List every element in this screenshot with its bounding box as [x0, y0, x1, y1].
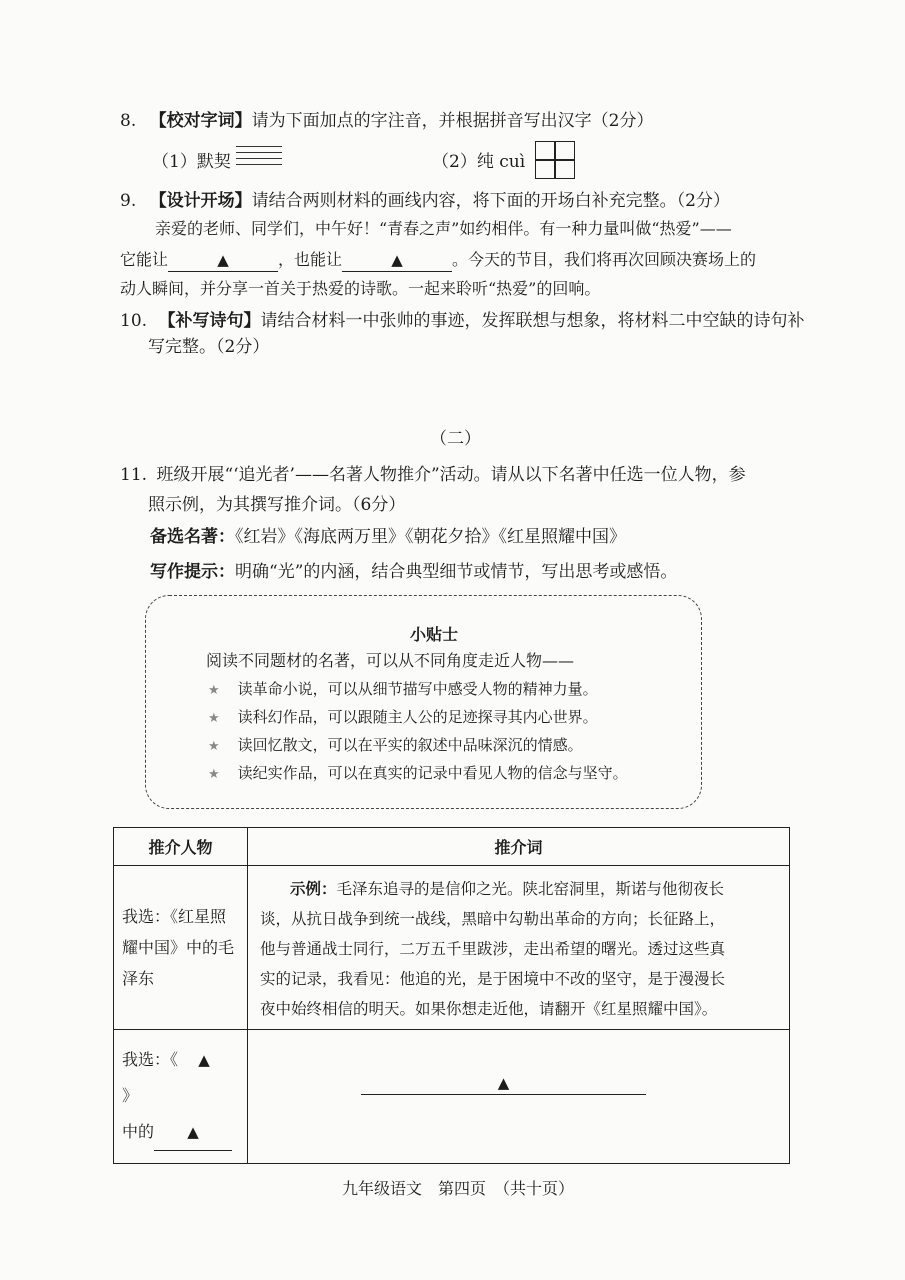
table-header-row	[114, 828, 790, 866]
answer-lines-1[interactable]	[236, 146, 282, 174]
q9-body-line3: 动人瞬间，并分享一首关于热爱的诗歌。一起来聆听“热爱”的回响。	[120, 279, 601, 298]
tips-intro: 阅读不同题材的名著，可以从不同角度走近人物——	[206, 651, 575, 670]
page-footer: 九年级语文 第四页 （共十页）	[342, 1179, 575, 1198]
q11-text2: 照示例，为其撰写推介词。（6分）	[148, 495, 406, 515]
table-row	[114, 866, 790, 1030]
star-icon: ★	[208, 683, 220, 698]
q8-line	[120, 110, 653, 132]
answer-person: 我选：《 ▲》 中的 ▲	[114, 1030, 248, 1164]
tips-item: ★ 读回忆散文，可以在平实的叙述中品味深沉的情感。	[208, 736, 583, 754]
q9-body-line1: 亲爱的老师、同学们，中午好！“青春之声”如约相伴。有一种力量叫做“热爱”——	[155, 219, 732, 238]
tianzige-box[interactable]	[535, 141, 575, 179]
answer-line[interactable]: ▲	[361, 1072, 646, 1095]
q9-text: 请结合两则材料的画线内容，将下面的开场白补充完整。（2分）	[251, 191, 730, 211]
example-label: 示例：	[290, 878, 337, 898]
hint-line	[150, 561, 677, 583]
q10-text2: 写完整。（2分）	[148, 337, 270, 357]
book-blank[interactable]: ▲	[198, 1051, 210, 1069]
q11-line	[120, 464, 746, 486]
q11-number: 11.	[120, 465, 148, 485]
q9-text-c: 。今天的节目，我们将再次回顾决赛场上的	[452, 250, 757, 269]
header-person: 推介人物	[114, 828, 248, 866]
q9-line	[120, 190, 730, 212]
star-icon: ★	[208, 739, 220, 754]
q8-tag: 【校对字词】	[149, 111, 252, 131]
tips-item: ★ 读科幻作品，可以跟随主人公的足迹探寻其内心世界。	[208, 708, 598, 726]
q8-item1: （1）默契	[152, 152, 231, 172]
q8-item2: （2）纯 cuì	[432, 152, 526, 172]
person-blank[interactable]: ▲	[154, 1114, 232, 1151]
q11-text: 班级开展“‘追光者’——名著人物推介”活动。请从以下名著中任选一位人物，参	[156, 465, 746, 485]
q9-text-b: ，也能让	[278, 250, 343, 269]
triangle-mark: ▲	[391, 251, 403, 269]
q8-number: 8.	[120, 111, 137, 131]
star-icon: ★	[208, 711, 220, 726]
tips-title: 小贴士	[410, 625, 459, 644]
hint-label: 写作提示：	[150, 562, 235, 582]
tips-item: ★ 读纪实作品，可以在真实的记录中看见人物的信念与坚守。	[208, 764, 628, 782]
tips-item: ★ 读革命小说，可以从细节描写中感受人物的精神力量。	[208, 680, 598, 698]
books-list: 《红岩》《海底两万里》《朝花夕拾》《红星照耀中国》	[235, 527, 626, 547]
q10-text: 请结合材料一中张帅的事迹，发挥联想与想象，将材料二中空缺的诗句补	[260, 311, 805, 331]
example-person: 我选：《红星照 耀中国》中的毛 泽东	[114, 866, 248, 1030]
recommendation-table	[113, 827, 790, 1164]
q10-line	[120, 310, 804, 332]
answer-blank-1[interactable]	[168, 249, 278, 272]
q10-tag: 【补写诗句】	[158, 311, 261, 331]
q8-text: 请为下面加点的字注音，并根据拼音写出汉字（2分）	[251, 111, 654, 131]
example-text: 示例：毛泽东追寻的是信仰之光。陕北窑洞里，斯诺与他彻夜长 谈，从抗日战争到统一战线，黑暗中勾勒出革命的方向；长征路上， 他与普通战士同行，二万五千里跋涉，走出希望的曙光。透过这些真 实的记录，我看见：他追的光，是于困境中不改的坚守，是于漫漫长 夜中始终相信的明天。如果你想走近他，请翻开《红星照耀中国》。	[248, 866, 790, 1030]
q10-number: 10.	[120, 311, 148, 331]
hint-text: 明确“光”的内涵，结合典型细节或情节，写出思考或感悟。	[235, 562, 678, 582]
q9-text-a: 它能让	[120, 250, 169, 269]
books-line	[150, 526, 626, 548]
triangle-mark: ▲	[217, 251, 229, 269]
q9-number: 9.	[120, 191, 137, 211]
books-label: 备选名著：	[150, 527, 235, 547]
q9-body-line2	[120, 249, 756, 272]
answer-area[interactable]	[248, 1030, 790, 1164]
star-icon: ★	[208, 767, 220, 782]
table-row	[114, 1030, 790, 1164]
q9-tag: 【设计开场】	[149, 191, 252, 211]
answer-blank-2[interactable]	[342, 249, 452, 272]
header-text: 推介词	[248, 828, 790, 866]
section-heading: （二）	[430, 429, 481, 449]
